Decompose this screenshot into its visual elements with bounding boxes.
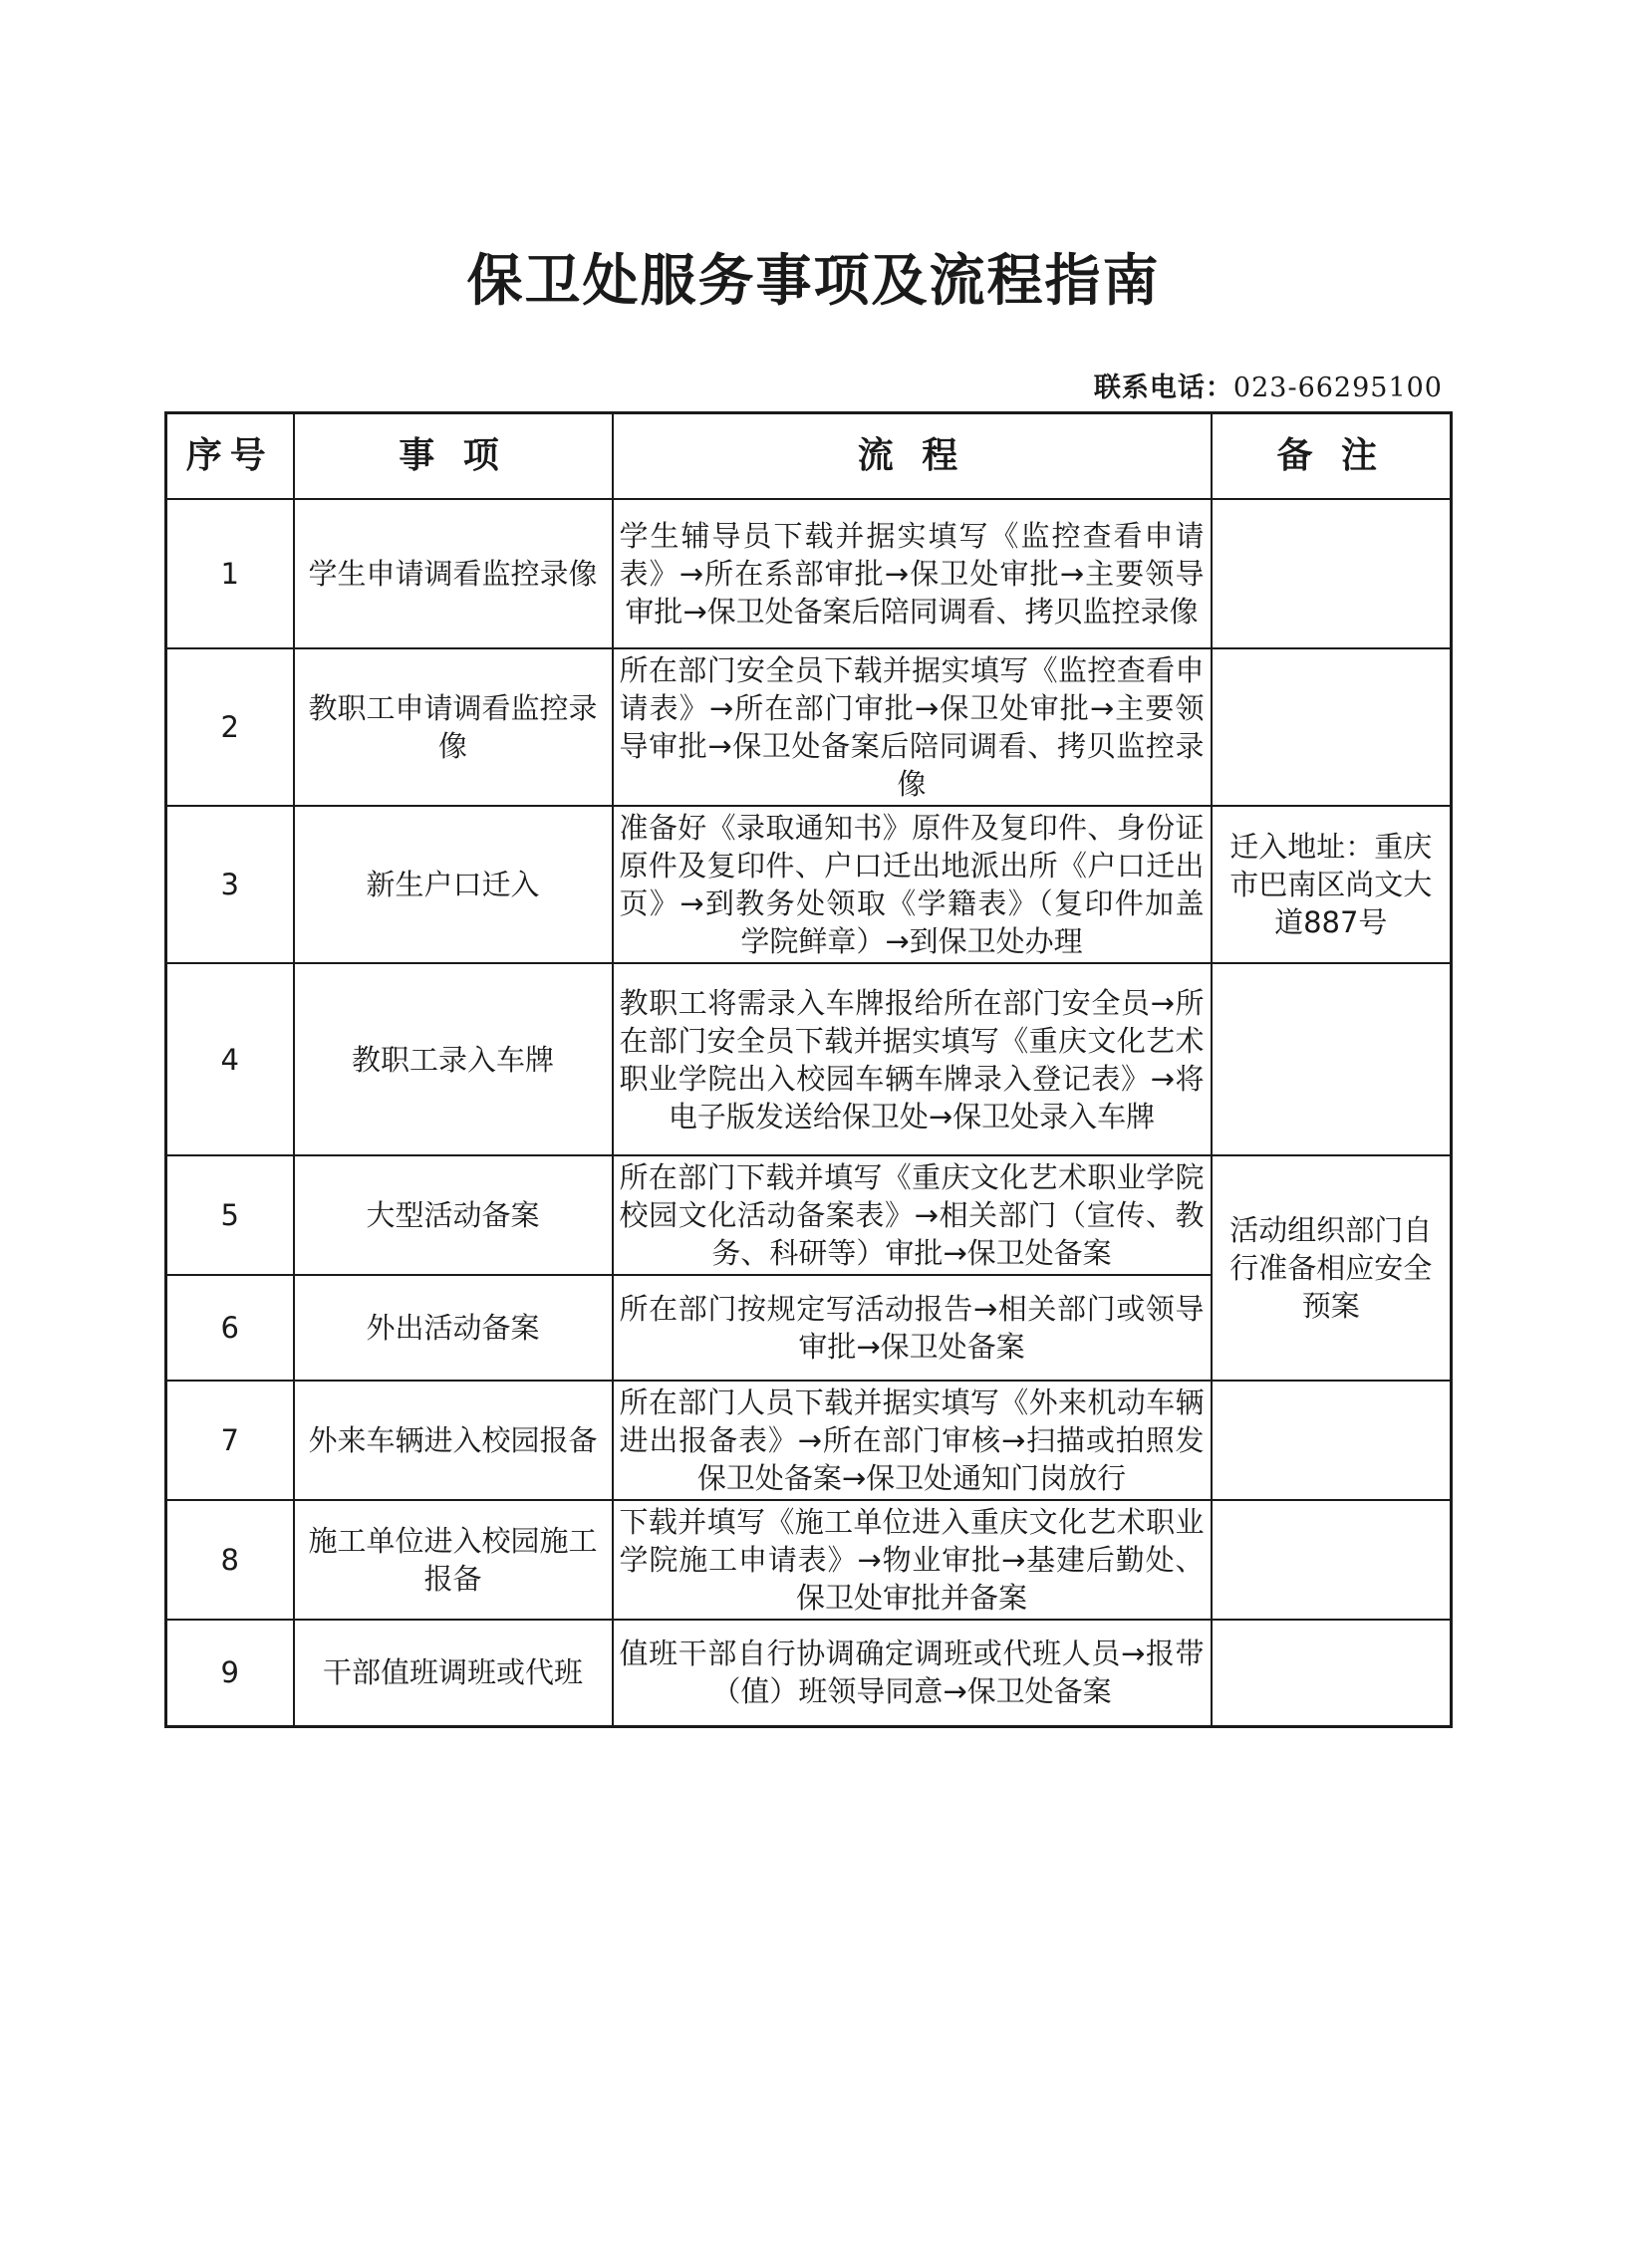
row-no: 1 bbox=[166, 499, 294, 648]
contact-info bbox=[1094, 366, 1443, 404]
table-row bbox=[166, 1500, 1452, 1620]
row-process: 学生辅导员下载并据实填写《监控查看申请表》→所在系部审批→保卫处审批→主要领导审批→保卫处备案后陪同调看、拷贝监控录像 bbox=[613, 499, 1212, 648]
row-remark bbox=[1212, 1620, 1452, 1726]
row-no: 5 bbox=[166, 1155, 294, 1275]
row-item: 新生户口迁入 bbox=[294, 806, 613, 963]
table-row bbox=[166, 1155, 1452, 1275]
row-remark bbox=[1212, 1500, 1452, 1620]
table-row bbox=[166, 1620, 1452, 1726]
row-item: 教职工申请调看监控录像 bbox=[294, 648, 613, 806]
table-row bbox=[166, 1381, 1452, 1500]
row-no: 8 bbox=[166, 1500, 294, 1620]
header-no: 序号 bbox=[166, 413, 294, 500]
row-process: 所在部门下载并填写《重庆文化艺术职业学院校园文化活动备案表》→相关部门（宣传、教务、科研等）审批→保卫处备案 bbox=[613, 1155, 1212, 1275]
row-remark bbox=[1212, 1381, 1452, 1500]
row-no: 9 bbox=[166, 1620, 294, 1726]
page-title: 保卫处服务事项及流程指南 bbox=[466, 248, 1161, 314]
row-process: 教职工将需录入车牌报给所在部门安全员→所在部门安全员下载并据实填写《重庆文化艺术职业学院出入校园车辆车牌录入登记表》→将电子版发送给保卫处→保卫处录入车牌 bbox=[613, 963, 1212, 1155]
row-no: 6 bbox=[166, 1275, 294, 1381]
row-process: 所在部门人员下载并据实填写《外来机动车辆进出报备表》→所在部门审核→扫描或拍照发保卫处备案→保卫处通知门岗放行 bbox=[613, 1381, 1212, 1500]
row-process: 下载并填写《施工单位进入重庆文化艺术职业学院施工申请表》→物业审批→基建后勤处、保卫处审批并备案 bbox=[613, 1500, 1212, 1620]
row-item: 教职工录入车牌 bbox=[294, 963, 613, 1155]
row-item: 外来车辆进入校园报备 bbox=[294, 1381, 613, 1500]
row-process: 所在部门安全员下载并据实填写《监控查看申请表》→所在部门审批→保卫处审批→主要领导审批→保卫处备案后陪同调看、拷贝监控录像 bbox=[613, 648, 1212, 806]
row-item: 外出活动备案 bbox=[294, 1275, 613, 1381]
service-guide-table bbox=[164, 411, 1453, 1728]
row-remark bbox=[1212, 963, 1452, 1155]
row-remark: 活动组织部门自行准备相应安全预案 bbox=[1212, 1155, 1452, 1381]
row-remark bbox=[1212, 648, 1452, 806]
table-row bbox=[166, 963, 1452, 1155]
row-item: 学生申请调看监控录像 bbox=[294, 499, 613, 648]
contact-phone: 023-66295100 bbox=[1232, 373, 1443, 403]
header-remark: 备 注 bbox=[1212, 413, 1452, 500]
table-row bbox=[166, 806, 1452, 963]
row-process: 值班干部自行协调确定调班或代班人员→报带（值）班领导同意→保卫处备案 bbox=[613, 1620, 1212, 1726]
header-process: 流 程 bbox=[613, 413, 1212, 500]
row-no: 2 bbox=[166, 648, 294, 806]
table-row bbox=[166, 648, 1452, 806]
row-no: 3 bbox=[166, 806, 294, 963]
table-row bbox=[166, 499, 1452, 648]
row-item: 大型活动备案 bbox=[294, 1155, 613, 1275]
row-process: 准备好《录取通知书》原件及复印件、身份证原件及复印件、户口迁出地派出所《户口迁出页》→到教务处领取《学籍表》（复印件加盖学院鲜章）→到保卫处办理 bbox=[613, 806, 1212, 963]
table-header-row bbox=[166, 413, 1452, 500]
row-item: 施工单位进入校园施工报备 bbox=[294, 1500, 613, 1620]
row-remark bbox=[1212, 499, 1452, 648]
row-no: 4 bbox=[166, 963, 294, 1155]
row-remark: 迁入地址：重庆市巴南区尚文大道887号 bbox=[1212, 806, 1452, 963]
contact-label: 联系电话： bbox=[1093, 373, 1233, 403]
row-no: 7 bbox=[166, 1381, 294, 1500]
row-process: 所在部门按规定写活动报告→相关部门或领导审批→保卫处备案 bbox=[613, 1275, 1212, 1381]
row-item: 干部值班调班或代班 bbox=[294, 1620, 613, 1726]
header-item: 事 项 bbox=[294, 413, 613, 500]
